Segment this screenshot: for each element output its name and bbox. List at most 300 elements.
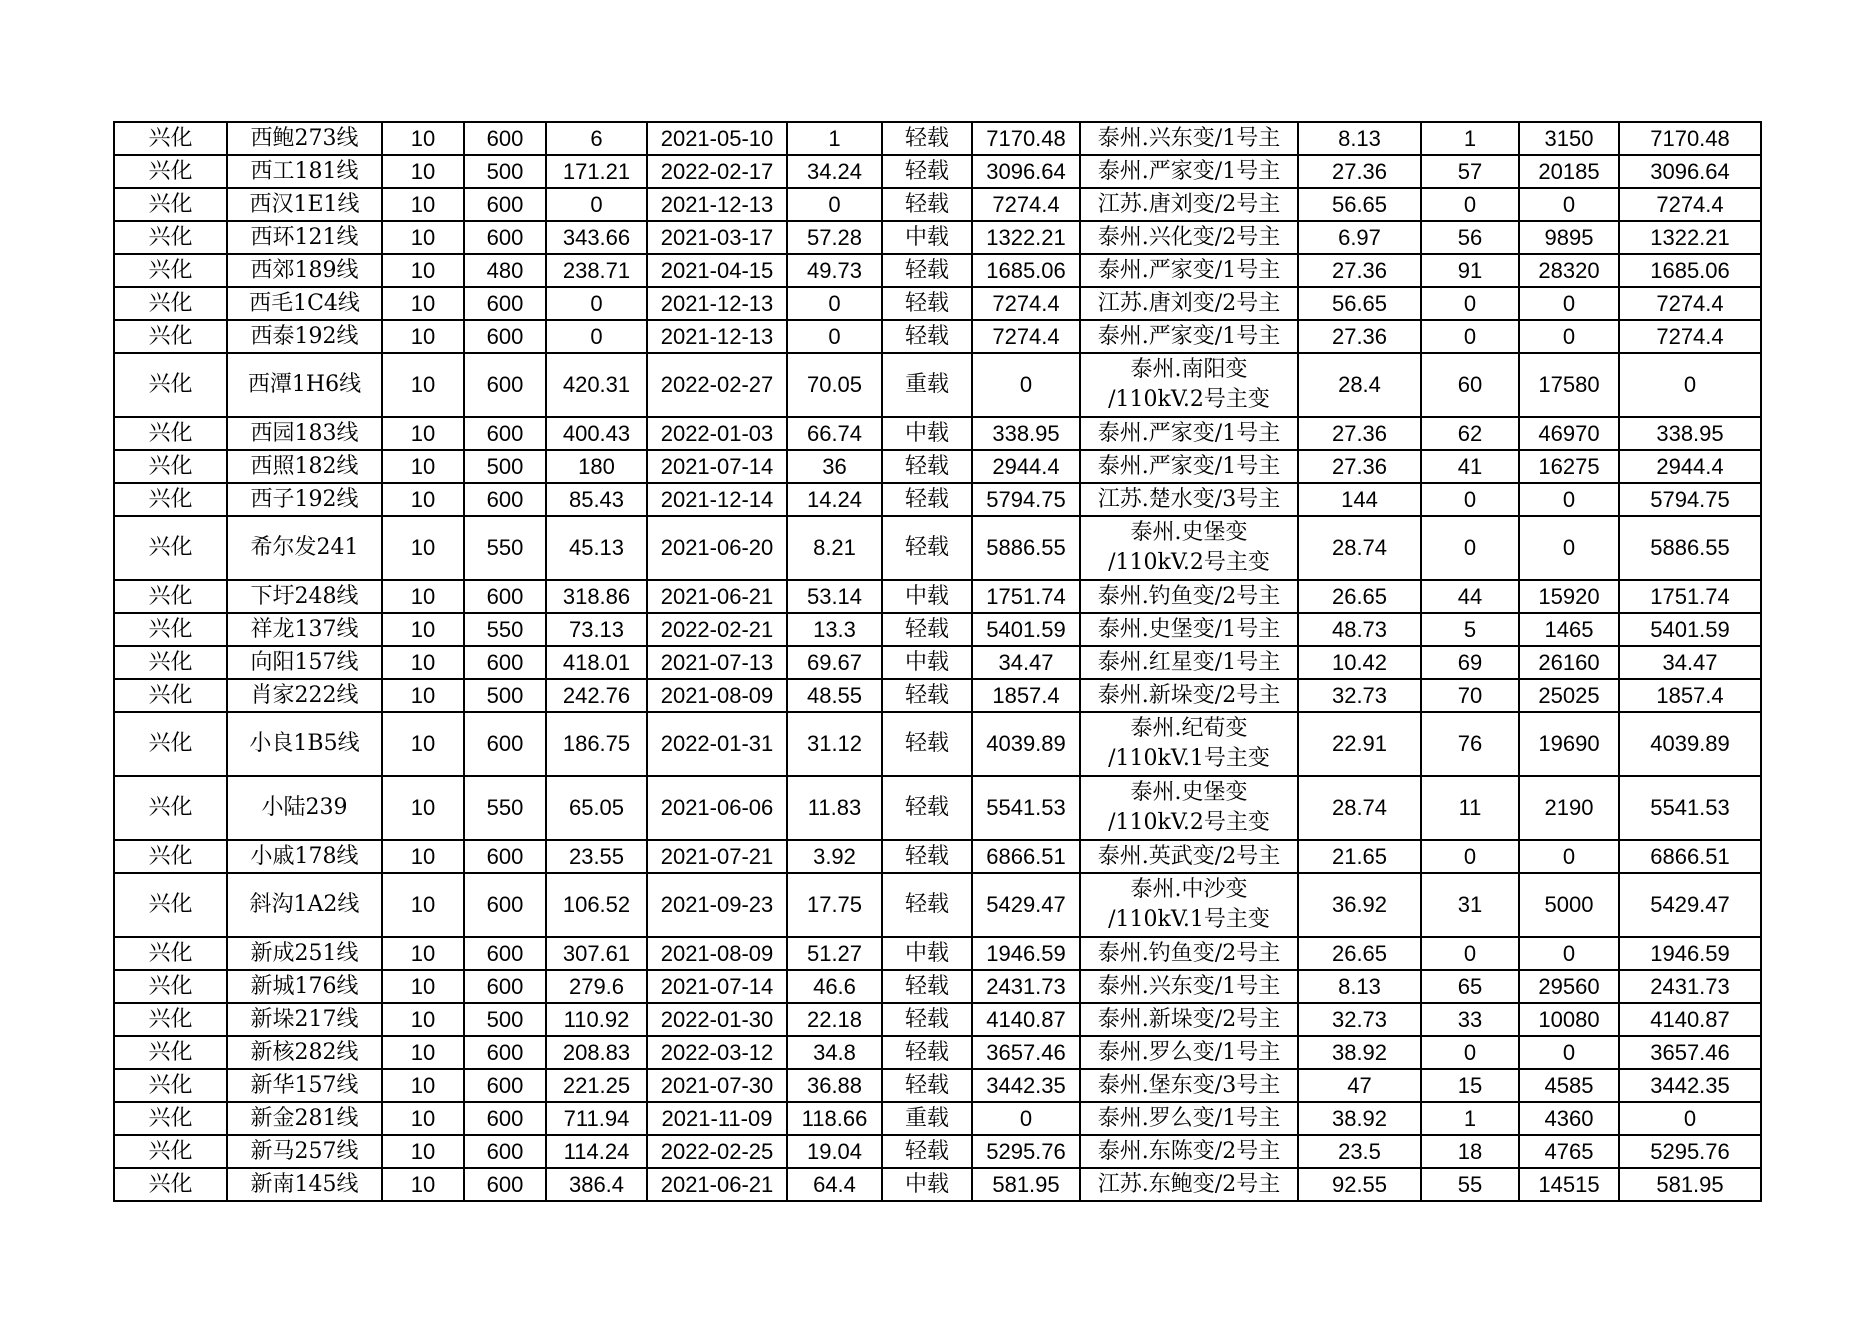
margin-cell: 1685.06 <box>972 254 1080 287</box>
substation-rate-cell: 28.4 <box>1298 353 1421 417</box>
available-capacity-cell: 5541.53 <box>1619 776 1761 840</box>
available-capacity-cell: 3096.64 <box>1619 155 1761 188</box>
load-rate-cell: 34.8 <box>787 1036 882 1069</box>
load-cell: 343.66 <box>546 221 647 254</box>
capacity-cell: 600 <box>464 712 546 776</box>
line-name-cell: 新金281线 <box>227 1102 382 1135</box>
load-cell: 208.83 <box>546 1036 647 1069</box>
voltage-cell: 10 <box>382 450 464 483</box>
capacity-cell: 600 <box>464 646 546 679</box>
margin-cell: 581.95 <box>972 1168 1080 1201</box>
load-cell: 0 <box>546 320 647 353</box>
substation-cell: 泰州.兴化变/2号主 <box>1080 221 1298 254</box>
user-capacity-cell: 0 <box>1519 840 1619 873</box>
line-name-cell: 西毛1C4线 <box>227 287 382 320</box>
user-capacity-cell: 46970 <box>1519 417 1619 450</box>
margin-cell: 3096.64 <box>972 155 1080 188</box>
available-capacity-cell: 7170.48 <box>1619 122 1761 155</box>
date-cell: 2022-01-30 <box>647 1003 787 1036</box>
user-capacity-cell: 17580 <box>1519 353 1619 417</box>
load-cell: 238.71 <box>546 254 647 287</box>
margin-cell: 7274.4 <box>972 287 1080 320</box>
count-cell: 65 <box>1421 970 1519 1003</box>
voltage-cell: 10 <box>382 1003 464 1036</box>
region-cell: 兴化 <box>114 937 227 970</box>
load-status-cell: 轻载 <box>882 873 972 937</box>
substation-rate-cell: 32.73 <box>1298 1003 1421 1036</box>
substation-cell: 泰州.红星变/1号主 <box>1080 646 1298 679</box>
capacity-cell: 480 <box>464 254 546 287</box>
table-row <box>114 1036 1761 1069</box>
load-rate-cell: 64.4 <box>787 1168 882 1201</box>
date-cell: 2021-05-10 <box>647 122 787 155</box>
margin-cell: 0 <box>972 353 1080 417</box>
load-cell: 0 <box>546 188 647 221</box>
count-cell: 5 <box>1421 613 1519 646</box>
voltage-cell: 10 <box>382 1168 464 1201</box>
user-capacity-cell: 0 <box>1519 320 1619 353</box>
line-name-cell: 西子192线 <box>227 483 382 516</box>
region-cell: 兴化 <box>114 679 227 712</box>
count-cell: 0 <box>1421 1036 1519 1069</box>
margin-cell: 1946.59 <box>972 937 1080 970</box>
date-cell: 2021-09-23 <box>647 873 787 937</box>
substation-rate-cell: 27.36 <box>1298 254 1421 287</box>
count-cell: 41 <box>1421 450 1519 483</box>
region-cell: 兴化 <box>114 1003 227 1036</box>
region-cell: 兴化 <box>114 840 227 873</box>
capacity-cell: 600 <box>464 1069 546 1102</box>
line-name-cell: 西照182线 <box>227 450 382 483</box>
table-row <box>114 483 1761 516</box>
margin-cell: 7274.4 <box>972 320 1080 353</box>
line-name-cell: 西工181线 <box>227 155 382 188</box>
load-cell: 6 <box>546 122 647 155</box>
voltage-cell: 10 <box>382 516 464 580</box>
capacity-cell: 500 <box>464 155 546 188</box>
voltage-cell: 10 <box>382 776 464 840</box>
substation-cell: 泰州.严家变/1号主 <box>1080 320 1298 353</box>
table-row <box>114 188 1761 221</box>
load-status-cell: 轻载 <box>882 1003 972 1036</box>
margin-cell: 34.47 <box>972 646 1080 679</box>
load-rate-cell: 57.28 <box>787 221 882 254</box>
count-cell: 18 <box>1421 1135 1519 1168</box>
count-cell: 0 <box>1421 483 1519 516</box>
margin-cell: 1322.21 <box>972 221 1080 254</box>
substation-rate-cell: 56.65 <box>1298 188 1421 221</box>
substation-cell: 泰州.新垛变/2号主 <box>1080 679 1298 712</box>
load-cell: 171.21 <box>546 155 647 188</box>
substation-cell: 泰州.史堡变 /110kV.2号主变 <box>1080 516 1298 580</box>
load-cell: 85.43 <box>546 483 647 516</box>
margin-cell: 5429.47 <box>972 873 1080 937</box>
substation-cell: 泰州.严家变/1号主 <box>1080 417 1298 450</box>
substation-cell: 江苏.唐刘变/2号主 <box>1080 188 1298 221</box>
substation-cell: 泰州.南阳变 /110kV.2号主变 <box>1080 353 1298 417</box>
margin-cell: 1751.74 <box>972 580 1080 613</box>
date-cell: 2021-07-14 <box>647 970 787 1003</box>
table-row <box>114 1135 1761 1168</box>
data-table <box>113 121 1762 1202</box>
load-cell: 420.31 <box>546 353 647 417</box>
available-capacity-cell: 3657.46 <box>1619 1036 1761 1069</box>
table-body <box>114 122 1761 1201</box>
capacity-cell: 600 <box>464 1102 546 1135</box>
capacity-cell: 600 <box>464 873 546 937</box>
load-cell: 110.92 <box>546 1003 647 1036</box>
capacity-cell: 600 <box>464 287 546 320</box>
user-capacity-cell: 4585 <box>1519 1069 1619 1102</box>
user-capacity-cell: 3150 <box>1519 122 1619 155</box>
load-rate-cell: 46.6 <box>787 970 882 1003</box>
substation-cell: 泰州.史堡变/1号主 <box>1080 613 1298 646</box>
region-cell: 兴化 <box>114 483 227 516</box>
substation-cell: 泰州.钓鱼变/2号主 <box>1080 937 1298 970</box>
substation-cell: 泰州.史堡变 /110kV.2号主变 <box>1080 776 1298 840</box>
voltage-cell: 10 <box>382 873 464 937</box>
substation-rate-cell: 26.65 <box>1298 580 1421 613</box>
region-cell: 兴化 <box>114 254 227 287</box>
load-rate-cell: 19.04 <box>787 1135 882 1168</box>
region-cell: 兴化 <box>114 450 227 483</box>
load-rate-cell: 36.88 <box>787 1069 882 1102</box>
load-status-cell: 轻载 <box>882 712 972 776</box>
capacity-cell: 550 <box>464 613 546 646</box>
load-status-cell: 轻载 <box>882 840 972 873</box>
substation-rate-cell: 23.5 <box>1298 1135 1421 1168</box>
margin-cell: 2431.73 <box>972 970 1080 1003</box>
date-cell: 2021-04-15 <box>647 254 787 287</box>
load-status-cell: 轻载 <box>882 450 972 483</box>
substation-cell: 泰州.严家变/1号主 <box>1080 155 1298 188</box>
voltage-cell: 10 <box>382 712 464 776</box>
available-capacity-cell: 1857.4 <box>1619 679 1761 712</box>
date-cell: 2021-12-13 <box>647 287 787 320</box>
available-capacity-cell: 6866.51 <box>1619 840 1761 873</box>
voltage-cell: 10 <box>382 840 464 873</box>
substation-cell: 泰州.钓鱼变/2号主 <box>1080 580 1298 613</box>
load-rate-cell: 17.75 <box>787 873 882 937</box>
substation-cell: 泰州.英武变/2号主 <box>1080 840 1298 873</box>
capacity-cell: 500 <box>464 679 546 712</box>
table-row <box>114 613 1761 646</box>
substation-rate-cell: 48.73 <box>1298 613 1421 646</box>
substation-rate-cell: 92.55 <box>1298 1168 1421 1201</box>
load-status-cell: 轻载 <box>882 970 972 1003</box>
available-capacity-cell: 3442.35 <box>1619 1069 1761 1102</box>
substation-cell: 泰州.东陈变/2号主 <box>1080 1135 1298 1168</box>
user-capacity-cell: 4360 <box>1519 1102 1619 1135</box>
substation-rate-cell: 8.13 <box>1298 122 1421 155</box>
margin-cell: 5401.59 <box>972 613 1080 646</box>
load-status-cell: 重载 <box>882 1102 972 1135</box>
capacity-cell: 600 <box>464 840 546 873</box>
date-cell: 2021-12-13 <box>647 188 787 221</box>
line-name-cell: 西鲍273线 <box>227 122 382 155</box>
line-name-cell: 新马257线 <box>227 1135 382 1168</box>
load-cell: 318.86 <box>546 580 647 613</box>
substation-cell: 泰州.堡东变/3号主 <box>1080 1069 1298 1102</box>
load-status-cell: 轻载 <box>882 1036 972 1069</box>
line-name-cell: 下圩248线 <box>227 580 382 613</box>
region-cell: 兴化 <box>114 646 227 679</box>
load-status-cell: 轻载 <box>882 122 972 155</box>
line-name-cell: 新南145线 <box>227 1168 382 1201</box>
line-name-cell: 西园183线 <box>227 417 382 450</box>
load-cell: 73.13 <box>546 613 647 646</box>
load-status-cell: 轻载 <box>882 776 972 840</box>
user-capacity-cell: 2190 <box>1519 776 1619 840</box>
user-capacity-cell: 26160 <box>1519 646 1619 679</box>
available-capacity-cell: 5794.75 <box>1619 483 1761 516</box>
count-cell: 0 <box>1421 287 1519 320</box>
load-rate-cell: 70.05 <box>787 353 882 417</box>
substation-rate-cell: 27.36 <box>1298 450 1421 483</box>
count-cell: 60 <box>1421 353 1519 417</box>
substation-cell: 泰州.兴东变/1号主 <box>1080 122 1298 155</box>
load-rate-cell: 22.18 <box>787 1003 882 1036</box>
table-row <box>114 122 1761 155</box>
load-rate-cell: 11.83 <box>787 776 882 840</box>
date-cell: 2021-07-14 <box>647 450 787 483</box>
load-cell: 221.25 <box>546 1069 647 1102</box>
margin-cell: 5794.75 <box>972 483 1080 516</box>
voltage-cell: 10 <box>382 254 464 287</box>
line-name-cell: 祥龙137线 <box>227 613 382 646</box>
date-cell: 2021-06-20 <box>647 516 787 580</box>
available-capacity-cell: 2944.4 <box>1619 450 1761 483</box>
line-name-cell: 新华157线 <box>227 1069 382 1102</box>
substation-rate-cell: 8.13 <box>1298 970 1421 1003</box>
count-cell: 56 <box>1421 221 1519 254</box>
count-cell: 62 <box>1421 417 1519 450</box>
count-cell: 0 <box>1421 516 1519 580</box>
capacity-cell: 600 <box>464 188 546 221</box>
region-cell: 兴化 <box>114 873 227 937</box>
table-row <box>114 1003 1761 1036</box>
line-name-cell: 肖家222线 <box>227 679 382 712</box>
substation-cell: 泰州.中沙变 /110kV.1号主变 <box>1080 873 1298 937</box>
substation-cell: 江苏.东鲍变/2号主 <box>1080 1168 1298 1201</box>
date-cell: 2022-02-27 <box>647 353 787 417</box>
load-rate-cell: 0 <box>787 287 882 320</box>
margin-cell: 5541.53 <box>972 776 1080 840</box>
load-status-cell: 轻载 <box>882 188 972 221</box>
available-capacity-cell: 7274.4 <box>1619 287 1761 320</box>
date-cell: 2021-07-21 <box>647 840 787 873</box>
line-name-cell: 向阳157线 <box>227 646 382 679</box>
load-status-cell: 中载 <box>882 646 972 679</box>
voltage-cell: 10 <box>382 580 464 613</box>
line-name-cell: 西郊189线 <box>227 254 382 287</box>
user-capacity-cell: 0 <box>1519 516 1619 580</box>
substation-rate-cell: 6.97 <box>1298 221 1421 254</box>
date-cell: 2021-03-17 <box>647 221 787 254</box>
user-capacity-cell: 16275 <box>1519 450 1619 483</box>
count-cell: 0 <box>1421 840 1519 873</box>
table-row <box>114 1102 1761 1135</box>
load-cell: 418.01 <box>546 646 647 679</box>
user-capacity-cell: 14515 <box>1519 1168 1619 1201</box>
table-row <box>114 221 1761 254</box>
load-status-cell: 轻载 <box>882 1135 972 1168</box>
capacity-cell: 550 <box>464 776 546 840</box>
substation-rate-cell: 27.36 <box>1298 320 1421 353</box>
load-cell: 186.75 <box>546 712 647 776</box>
available-capacity-cell: 581.95 <box>1619 1168 1761 1201</box>
user-capacity-cell: 4765 <box>1519 1135 1619 1168</box>
region-cell: 兴化 <box>114 155 227 188</box>
available-capacity-cell: 5295.76 <box>1619 1135 1761 1168</box>
line-name-cell: 西汉1E1线 <box>227 188 382 221</box>
count-cell: 33 <box>1421 1003 1519 1036</box>
substation-rate-cell: 144 <box>1298 483 1421 516</box>
load-status-cell: 中载 <box>882 580 972 613</box>
count-cell: 44 <box>1421 580 1519 613</box>
region-cell: 兴化 <box>114 613 227 646</box>
substation-rate-cell: 32.73 <box>1298 679 1421 712</box>
load-rate-cell: 118.66 <box>787 1102 882 1135</box>
available-capacity-cell: 7274.4 <box>1619 320 1761 353</box>
substation-rate-cell: 27.36 <box>1298 155 1421 188</box>
line-name-cell: 西环121线 <box>227 221 382 254</box>
count-cell: 91 <box>1421 254 1519 287</box>
voltage-cell: 10 <box>382 937 464 970</box>
count-cell: 69 <box>1421 646 1519 679</box>
available-capacity-cell: 4039.89 <box>1619 712 1761 776</box>
load-cell: 400.43 <box>546 417 647 450</box>
load-rate-cell: 14.24 <box>787 483 882 516</box>
date-cell: 2021-12-14 <box>647 483 787 516</box>
load-status-cell: 轻载 <box>882 483 972 516</box>
table-row <box>114 287 1761 320</box>
region-cell: 兴化 <box>114 1168 227 1201</box>
voltage-cell: 10 <box>382 1036 464 1069</box>
line-name-cell: 西潭1H6线 <box>227 353 382 417</box>
available-capacity-cell: 4140.87 <box>1619 1003 1761 1036</box>
table-row <box>114 320 1761 353</box>
load-status-cell: 轻载 <box>882 287 972 320</box>
user-capacity-cell: 15920 <box>1519 580 1619 613</box>
load-status-cell: 轻载 <box>882 1069 972 1102</box>
load-rate-cell: 3.92 <box>787 840 882 873</box>
load-cell: 114.24 <box>546 1135 647 1168</box>
substation-rate-cell: 38.92 <box>1298 1036 1421 1069</box>
table-row <box>114 450 1761 483</box>
line-name-cell: 斜沟1A2线 <box>227 873 382 937</box>
substation-rate-cell: 56.65 <box>1298 287 1421 320</box>
user-capacity-cell: 10080 <box>1519 1003 1619 1036</box>
capacity-cell: 600 <box>464 221 546 254</box>
voltage-cell: 10 <box>382 1069 464 1102</box>
table-row <box>114 646 1761 679</box>
load-rate-cell: 51.27 <box>787 937 882 970</box>
voltage-cell: 10 <box>382 483 464 516</box>
load-cell: 386.4 <box>546 1168 647 1201</box>
load-status-cell: 中载 <box>882 417 972 450</box>
substation-cell: 泰州.严家变/1号主 <box>1080 254 1298 287</box>
substation-rate-cell: 10.42 <box>1298 646 1421 679</box>
region-cell: 兴化 <box>114 1135 227 1168</box>
capacity-cell: 550 <box>464 516 546 580</box>
available-capacity-cell: 1946.59 <box>1619 937 1761 970</box>
line-name-cell: 小戚178线 <box>227 840 382 873</box>
table-row <box>114 1069 1761 1102</box>
load-cell: 180 <box>546 450 647 483</box>
user-capacity-cell: 28320 <box>1519 254 1619 287</box>
capacity-cell: 600 <box>464 353 546 417</box>
substation-rate-cell: 28.74 <box>1298 516 1421 580</box>
substation-cell: 泰州.罗么变/1号主 <box>1080 1102 1298 1135</box>
region-cell: 兴化 <box>114 516 227 580</box>
count-cell: 76 <box>1421 712 1519 776</box>
region-cell: 兴化 <box>114 970 227 1003</box>
substation-cell: 江苏.楚水变/3号主 <box>1080 483 1298 516</box>
load-cell: 279.6 <box>546 970 647 1003</box>
available-capacity-cell: 0 <box>1619 353 1761 417</box>
margin-cell: 0 <box>972 1102 1080 1135</box>
load-cell: 0 <box>546 287 647 320</box>
user-capacity-cell: 0 <box>1519 1036 1619 1069</box>
voltage-cell: 10 <box>382 1135 464 1168</box>
date-cell: 2021-07-13 <box>647 646 787 679</box>
load-status-cell: 轻载 <box>882 516 972 580</box>
capacity-cell: 600 <box>464 1168 546 1201</box>
margin-cell: 4140.87 <box>972 1003 1080 1036</box>
region-cell: 兴化 <box>114 221 227 254</box>
available-capacity-cell: 338.95 <box>1619 417 1761 450</box>
table-row <box>114 970 1761 1003</box>
region-cell: 兴化 <box>114 1069 227 1102</box>
table-row <box>114 937 1761 970</box>
voltage-cell: 10 <box>382 646 464 679</box>
count-cell: 1 <box>1421 1102 1519 1135</box>
line-name-cell: 新垛217线 <box>227 1003 382 1036</box>
date-cell: 2022-01-31 <box>647 712 787 776</box>
line-name-cell: 小良1B5线 <box>227 712 382 776</box>
load-status-cell: 中载 <box>882 221 972 254</box>
margin-cell: 338.95 <box>972 417 1080 450</box>
region-cell: 兴化 <box>114 580 227 613</box>
count-cell: 31 <box>1421 873 1519 937</box>
capacity-cell: 600 <box>464 580 546 613</box>
load-cell: 711.94 <box>546 1102 647 1135</box>
voltage-cell: 10 <box>382 353 464 417</box>
user-capacity-cell: 19690 <box>1519 712 1619 776</box>
line-name-cell: 新城176线 <box>227 970 382 1003</box>
available-capacity-cell: 5401.59 <box>1619 613 1761 646</box>
substation-cell: 泰州.严家变/1号主 <box>1080 450 1298 483</box>
load-rate-cell: 34.24 <box>787 155 882 188</box>
line-name-cell: 新核282线 <box>227 1036 382 1069</box>
voltage-cell: 10 <box>382 320 464 353</box>
user-capacity-cell: 0 <box>1519 483 1619 516</box>
user-capacity-cell: 5000 <box>1519 873 1619 937</box>
margin-cell: 5886.55 <box>972 516 1080 580</box>
load-rate-cell: 1 <box>787 122 882 155</box>
substation-cell: 泰州.罗么变/1号主 <box>1080 1036 1298 1069</box>
margin-cell: 7274.4 <box>972 188 1080 221</box>
line-name-cell: 新成251线 <box>227 937 382 970</box>
load-rate-cell: 49.73 <box>787 254 882 287</box>
load-cell: 106.52 <box>546 873 647 937</box>
load-status-cell: 轻载 <box>882 155 972 188</box>
load-rate-cell: 0 <box>787 320 882 353</box>
substation-cell: 泰州.纪荀变 /110kV.1号主变 <box>1080 712 1298 776</box>
region-cell: 兴化 <box>114 712 227 776</box>
line-name-cell: 西泰192线 <box>227 320 382 353</box>
